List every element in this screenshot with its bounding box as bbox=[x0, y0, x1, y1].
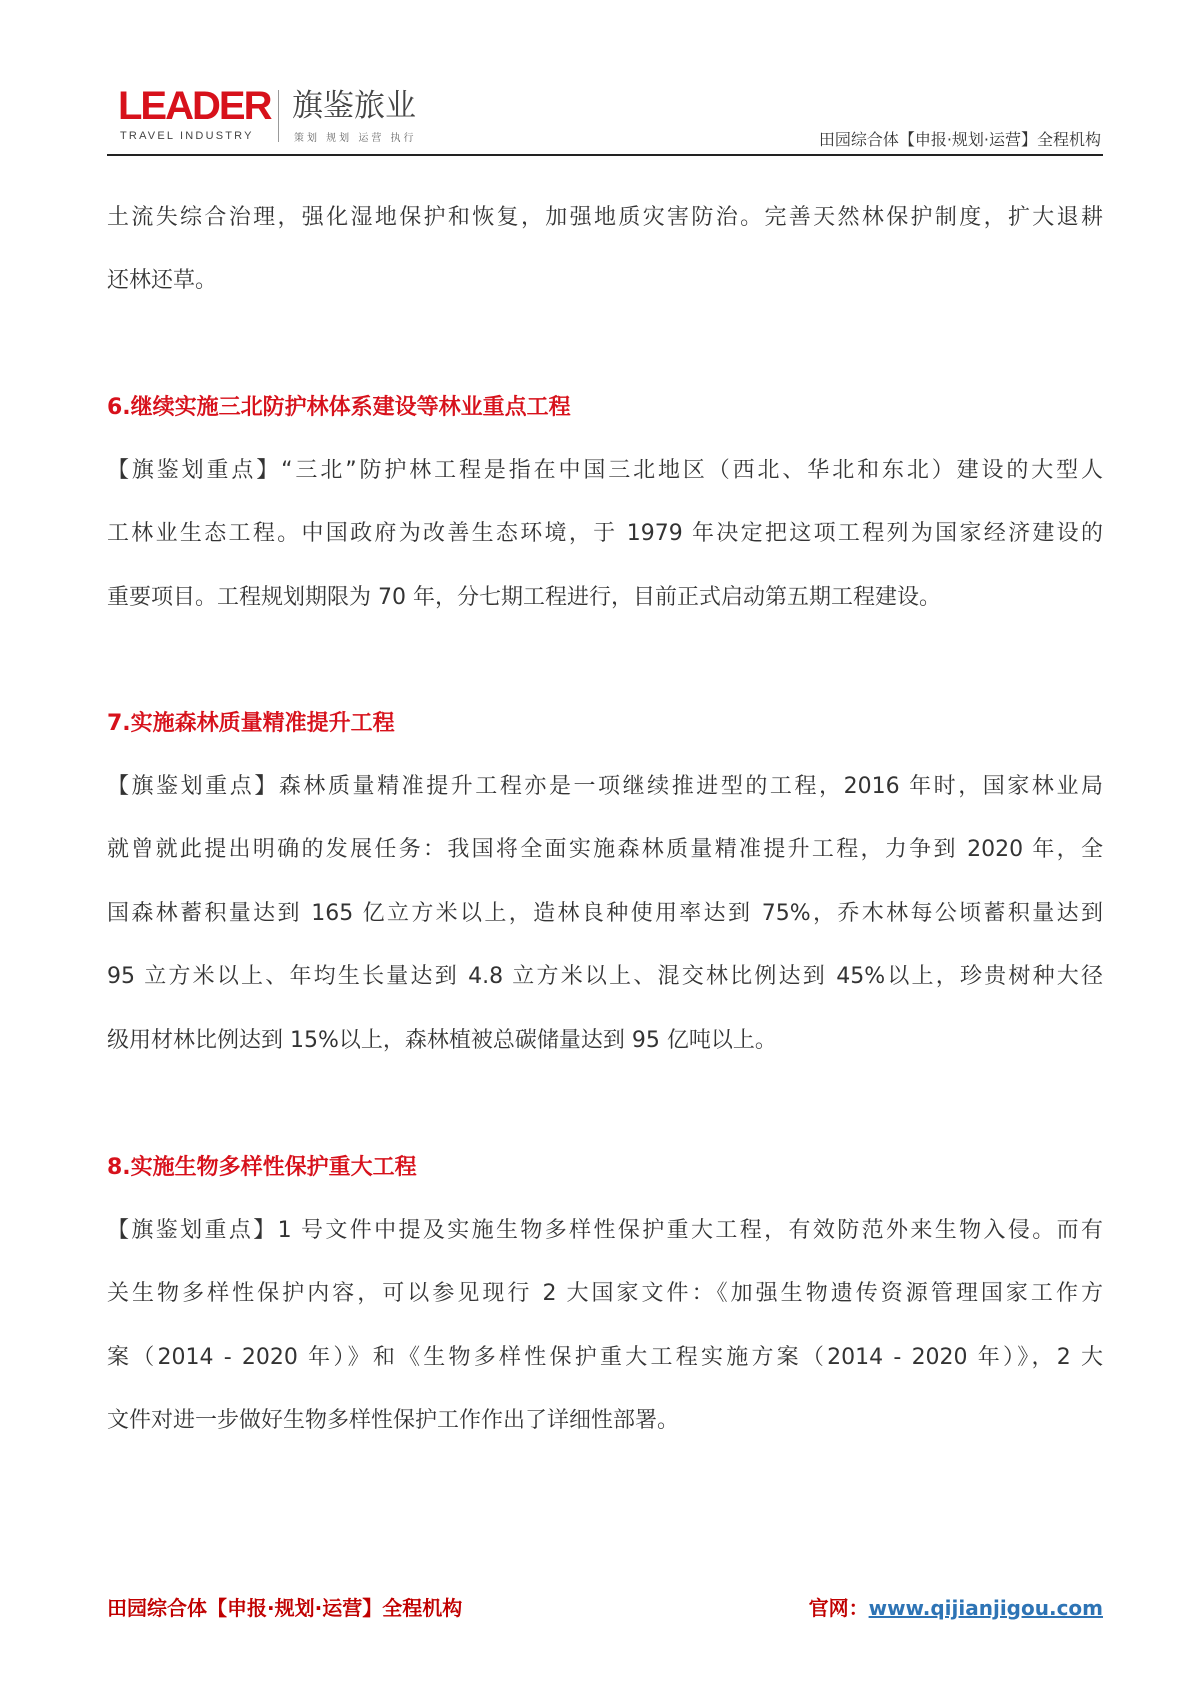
paragraph-line: 文件对进一步做好生物多样性保护工作作出了详细性部署。 bbox=[107, 1408, 680, 1433]
logo-en-sub: TRAVEL INDUSTRY bbox=[120, 130, 254, 142]
paragraph-line: 土流失综合治理，强化湿地保护和恢复，加强地质灾害防治。完善天然林保护制度，扩大退耕 bbox=[107, 205, 1103, 230]
footer-website bbox=[809, 1592, 1103, 1621]
header-divider bbox=[107, 154, 1103, 156]
footer-tagline: 田园综合体【申报·规划·运营】全程机构 bbox=[107, 1596, 463, 1620]
paragraph-line: 级用材林比例达到 15%以上，森林植被总碳储量达到 95 亿吨以上。 bbox=[107, 1028, 777, 1053]
header-tagline: 田园综合体【申报·规划·运营】全程机构 bbox=[818, 130, 1101, 149]
section-heading: 6.继续实施三北防护林体系建设等林业重点工程 bbox=[107, 395, 571, 420]
paragraph-line: 关生物多样性保护内容，可以参见现行 2 大国家文件：《加强生物遗传资源管理国家工作方 bbox=[107, 1281, 1103, 1306]
logo-divider bbox=[278, 90, 279, 142]
section-heading: 8.实施生物多样性保护重大工程 bbox=[107, 1155, 417, 1180]
paragraph-line: 还林还草。 bbox=[107, 268, 218, 293]
website-label: 官网： bbox=[808, 1596, 869, 1620]
paragraph-line: 国森林蓄积量达到 165 亿立方米以上，造林良种使用率达到 75%，乔木林每公顷蓄积量达到 bbox=[107, 901, 1103, 926]
paragraph-line: 就曾就此提出明确的发展任务：我国将全面实施森林质量精准提升工程，力争到 2020 年，全 bbox=[107, 837, 1103, 862]
section-heading: 7.实施森林质量精准提升工程 bbox=[107, 711, 395, 736]
logo-en: LEADER bbox=[118, 84, 271, 128]
paragraph-line: 重要项目。工程规划期限为 70 年，分七期工程进行，目前正式启动第五期工程建设。 bbox=[107, 585, 941, 610]
website-link[interactable]: www.qijianjigou.com bbox=[868, 1596, 1103, 1620]
logo-cn: 旗鉴旅业 bbox=[292, 88, 416, 124]
paragraph-line: 【旗鉴划重点】森林质量精准提升工程亦是一项继续推进型的工程，2016 年时，国家林业局 bbox=[107, 774, 1103, 799]
paragraph-line: 【旗鉴划重点】“三北”防护林工程是指在中国三北地区（西北、华北和东北）建设的大型人 bbox=[107, 458, 1103, 483]
paragraph-line: 案（2014 - 2020 年）》和《生物多样性保护重大工程实施方案（2014 - 2020 年）》，2 大 bbox=[107, 1345, 1103, 1370]
logo-cn-sub: 策划 规划 运营 执行 bbox=[294, 133, 417, 144]
paragraph-line: 工林业生态工程。中国政府为改善生态环境，于 1979 年决定把这项工程列为国家经济建设的 bbox=[107, 521, 1103, 546]
paragraph-line: 【旗鉴划重点】1 号文件中提及实施生物多样性保护重大工程，有效防范外来生物入侵。而有 bbox=[107, 1218, 1103, 1243]
paragraph-line: 95 立方米以上、年均生长量达到 4.8 立方米以上、混交林比例达到 45%以上，珍贵树种大径 bbox=[107, 964, 1103, 989]
